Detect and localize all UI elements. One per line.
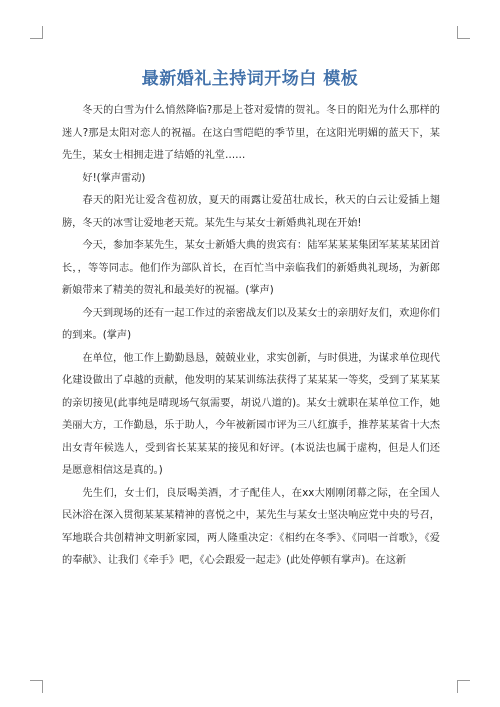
document-body <box>62 100 440 573</box>
paragraph: 好!(掌声雷动) <box>82 172 146 184</box>
corner-mark-top-right <box>457 26 470 39</box>
document-title: 最新婚礼主持词开场白 模板 <box>141 69 359 89</box>
paragraph: 先生们，女士们，良辰喝美酒，才子配佳人，在xx大刚刚闭幕之际，在全国人民沐浴在深入贯彻某某某精神的喜悦之中，某先生与某女士坚决响应党中央的号召，军地联合共创精神文明新家园，两人隆重决定：《相约在冬季》、《同唱一首歌》，《爱的奉献》、让我们《牵手》吧，《心会跟爱一起走》(此处停顿有掌声)。在这新 <box>62 487 440 566</box>
paragraph: 春天的阳光让爱含苞初放，夏天的雨露让爱茁壮成长，秋天的白云让爱插上翅膀，冬天的冰雪让爱地老天荒。某先生与某女士新婚典礼现在开始! <box>62 195 440 229</box>
paragraph: 今天到现场的还有一起工作过的亲密战友们以及某女士的亲朋好友们，欢迎你们的到来。(掌声) <box>62 307 440 341</box>
paragraph: 冬天的白雪为什么悄然降临?那是上苍对爱情的贺礼。冬日的阳光为什么那样的迷人?那是太阳对恋人的祝福。在这白雪皑皑的季节里，在这阳光明媚的蓝天下，某先生，某女士相拥走进了结婚的礼堂…… <box>62 105 440 161</box>
paragraph: 在单位，他工作上勤勤恳恳，兢兢业业，求实创新，与时俱进，为谋求单位现代化建设做出了卓越的贡献，他发明的某某训练法获得了某某某一等奖，受到了某某某的亲切接见(此事纯是晴现场气氛需要，胡说八道的)。某女士就职在某单位工作，她美丽大方，工作勤恳，乐于助人，今年被新园市评为三八红旗手，推荐某某省十大杰出女青年候选人，受到省长某某某的接见和好评。(本说法也属于虚构，但是人们还是愿意相信这是真的。) <box>62 352 440 476</box>
corner-mark-bottom-left <box>30 680 43 693</box>
corner-mark-top-left <box>30 26 43 39</box>
paragraph: 今天，参加李某先生，某女士新婚大典的贵宾有：陆军某某某集团军某某某团首长，，等等同志。他们作为部队首长，在百忙当中亲临我们的新婚典礼现场，为新郎新娘带来了精美的贺礼和最美好的祝福。(掌声) <box>62 240 440 296</box>
corner-mark-bottom-right <box>457 680 470 693</box>
